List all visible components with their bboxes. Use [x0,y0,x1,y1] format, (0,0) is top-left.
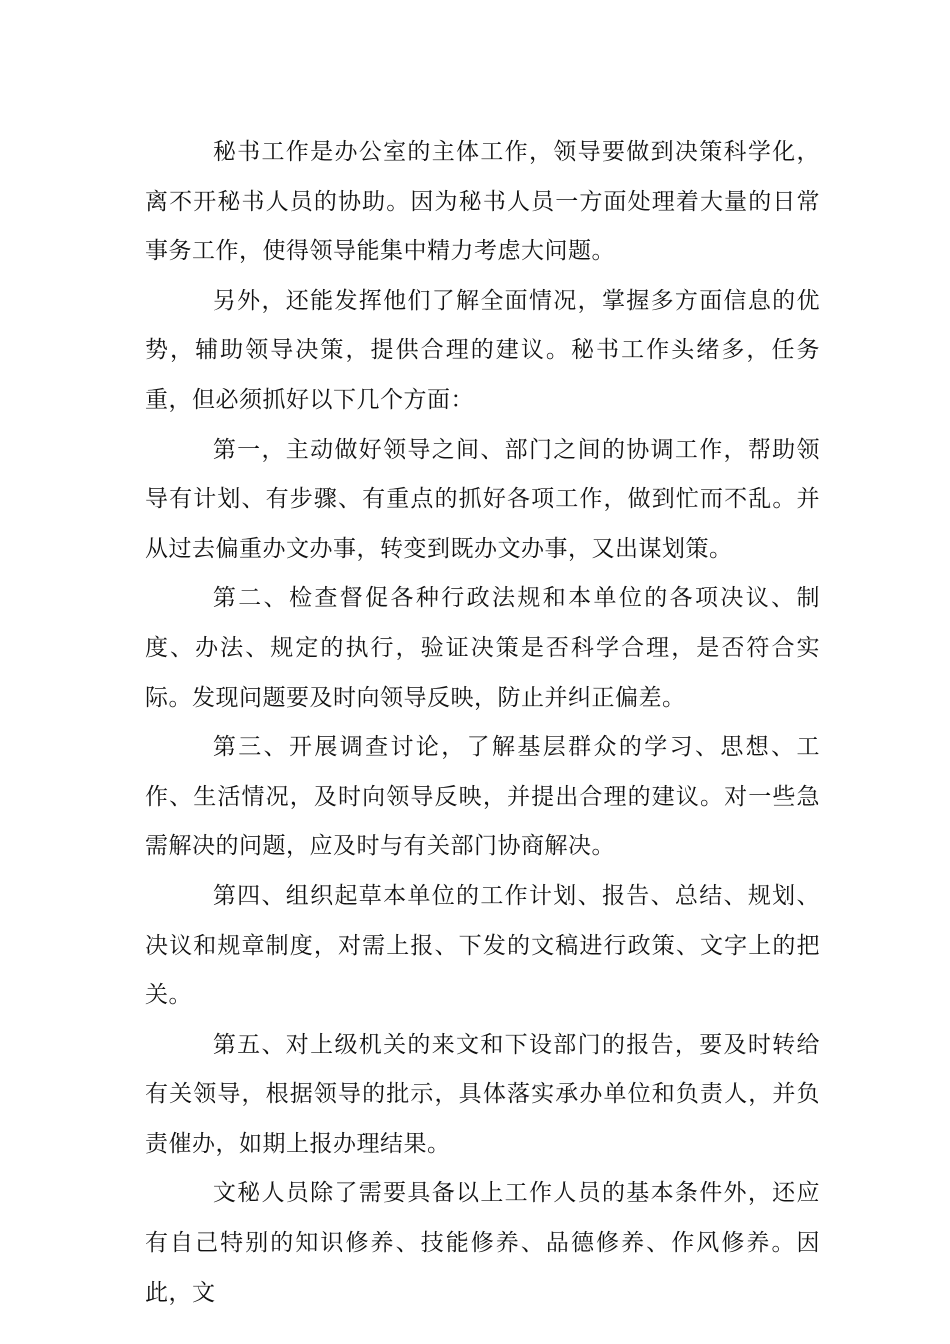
paragraph-2: 另外，还能发挥他们了解全面情况，掌握多方面信息的优势，辅助领导决策，提供合理的建议。秘书工作头绪多，任务重，但必须抓好以下几个方面： [145,287,820,413]
paragraph-5: 第三、开展调查讨论，了解基层群众的学习、思想、工作、生活情况，及时向领导反映，并提出合理的建议。对一些急需解决的问题，应及时与有关部门协商解决。 [145,734,820,860]
paragraph-6: 第四、组织起草本单位的工作计划、报告、总结、规划、决议和规章制度，对需上报、下发的文稿进行政策、文字上的把关。 [145,882,820,1009]
paragraph-8: 文秘人员除了需要具备以上工作人员的基本条件外，还应有自己特别的知识修养、技能修养、品德修养、作风修养。因此，文 [145,1180,820,1306]
document-body [145,128,820,1318]
paragraph-4: 第二、检查督促各种行政法规和本单位的各项决议、制度、办法、规定的执行，验证决策是否科学合理，是否符合实际。发现问题要及时向领导反映，防止并纠正偏差。 [145,585,820,711]
paragraph-7: 第五、对上级机关的来文和下设部门的报告，要及时转给有关领导，根据领导的批示，具体落实承办单位和负责人，并负责催办，如期上报办理结果。 [145,1031,820,1157]
paragraph-1: 秘书工作是办公室的主体工作，领导要做到决策科学化，离不开秘书人员的协助。因为秘书人员一方面处理着大量的日常事务工作，使得领导能集中精力考虑大问题。 [145,139,820,265]
paragraph-3: 第一，主动做好领导之间、部门之间的协调工作，帮助领导有计划、有步骤、有重点的抓好各项工作，做到忙而不乱。并从过去偏重办文办事，转变到既办文办事，又出谋划策。 [145,436,820,562]
